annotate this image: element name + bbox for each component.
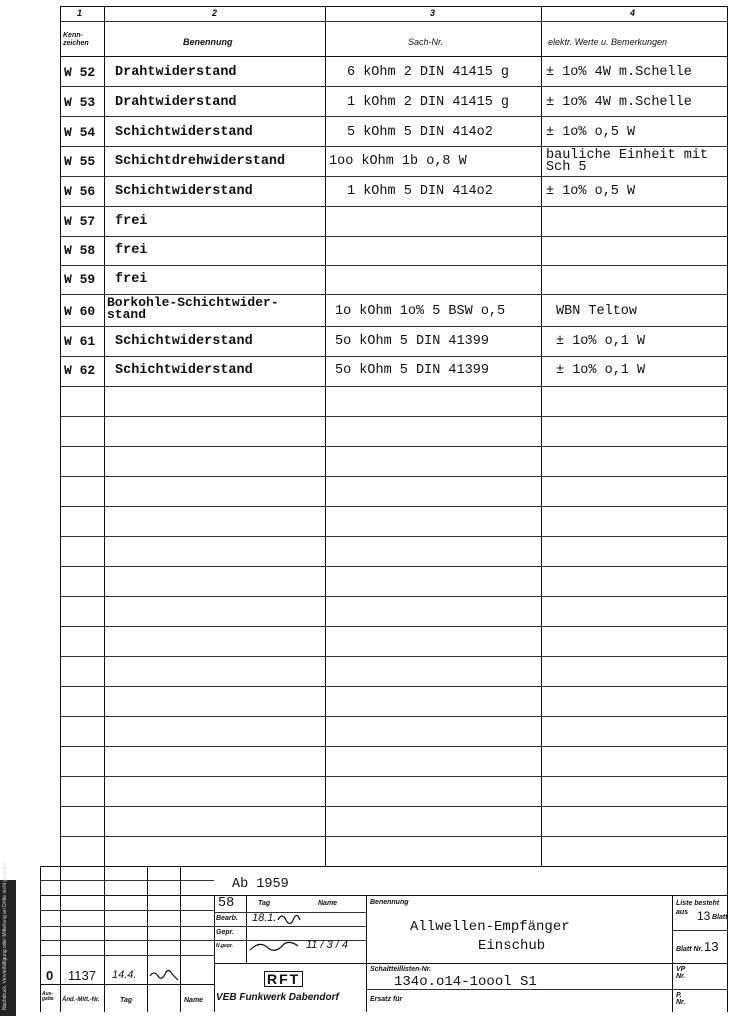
row-code: W 61 xyxy=(64,334,96,349)
row-sach-nr: 1 kOhm 2 DIN 41415 g xyxy=(347,95,510,110)
benennung-label: Benennung xyxy=(370,899,409,906)
row-name: Schichtdrehwiderstand xyxy=(115,154,286,169)
row-sach-nr: 6 kOhm 2 DIN 41415 g xyxy=(347,65,510,80)
row-remark: ± 1o% o,5 W xyxy=(546,184,636,199)
row-code: W 59 xyxy=(64,272,96,287)
change-ausgabe: 0 xyxy=(46,968,54,983)
row-name: frei xyxy=(115,272,148,287)
blatt-nr: 13 xyxy=(704,939,719,954)
row-remark: ± 1o% o,1 W xyxy=(556,334,646,349)
col-number-1: 1 xyxy=(77,8,83,18)
change-tag: 14.4. xyxy=(112,969,137,981)
footer-ausgabe-label: Aus-gabe xyxy=(42,991,54,1002)
row-code: W 53 xyxy=(64,95,96,110)
bearb-label: Bearb. xyxy=(216,915,238,922)
row-name: frei xyxy=(115,243,148,258)
row-remark: bauliche Einheit mit Sch 5 xyxy=(546,148,709,175)
row-name: Schichtwiderstand xyxy=(115,334,253,349)
row-remark: WBN Teltow xyxy=(556,304,638,319)
company-name: VEB Funkwerk Dabendorf xyxy=(216,992,339,1003)
gepr-label: Gepr. xyxy=(216,929,234,936)
row-sach-nr: 1o kOhm 1o% 5 BSW o,5 xyxy=(335,304,506,319)
row-remark: ± 1o% 4W m.Schelle xyxy=(546,95,692,110)
row-remark: ± 1o% o,5 W xyxy=(546,125,636,140)
title-line1: Allwellen-Empfänger xyxy=(410,919,570,935)
side-note: Nachdruck, Vervielfältigung oder Mitteilung an Dritte nicht gestattet xyxy=(2,862,8,1010)
sheet-ref-number: 58 xyxy=(218,896,235,911)
change-aend-nr: 1137 xyxy=(68,968,96,983)
row-name: Drahtwiderstand xyxy=(115,95,237,110)
row-code: W 56 xyxy=(64,184,96,199)
name-label: Name xyxy=(318,900,338,907)
col-number-3: 3 xyxy=(430,8,436,18)
row-remark: ± 1o% o,1 W xyxy=(556,363,646,378)
norm-label: N.gepr. xyxy=(216,943,233,949)
row-sach-nr: 5o kOhm 5 DIN 41399 xyxy=(335,334,489,349)
row-name: Schichtwiderstand xyxy=(115,363,253,378)
schaltteil-label: Schaltteillisten-Nr. xyxy=(370,966,432,973)
header-sach-nr: Sach-Nr. xyxy=(408,37,444,47)
row-code: W 57 xyxy=(64,214,96,229)
row-code: W 62 xyxy=(64,363,96,378)
row-code: W 52 xyxy=(64,65,96,80)
row-code: W 55 xyxy=(64,154,96,169)
row-remark: ± 1o% 4W m.Schelle xyxy=(546,65,692,80)
row-code: W 58 xyxy=(64,243,96,258)
row-sach-nr: 1oo kOhm 1b o,8 W xyxy=(329,154,467,169)
rft-logo: RFT xyxy=(264,971,303,987)
p-label: P. Nr. xyxy=(676,992,686,1006)
ab-year: Ab 1959 xyxy=(232,877,289,892)
header-bemerkungen: elektr. Werte u. Bemerkungen xyxy=(548,37,668,47)
footer-aendnr-label: Änd.-Mitt.-Nr. xyxy=(62,997,100,1003)
row-sach-nr: 5o kOhm 5 DIN 41399 xyxy=(335,363,489,378)
liste-count: 13 xyxy=(697,909,711,923)
liste-label: Liste besteht aus xyxy=(676,900,720,916)
row-name: Schichtwiderstand xyxy=(115,184,253,199)
footer-name-label: Name xyxy=(184,997,204,1004)
footer-tag-label: Tag xyxy=(120,997,133,1004)
header-benennung: Benennung xyxy=(183,37,233,47)
row-code: W 54 xyxy=(64,125,96,140)
row-sach-nr: 5 kOhm 5 DIN 414o2 xyxy=(347,125,493,140)
vp-label: VP Nr. xyxy=(676,966,686,980)
liste-unit: Blatt xyxy=(712,914,728,921)
tag-label: Tag xyxy=(258,900,271,907)
header-kennzeichen: Kenn- zeichen xyxy=(63,32,89,47)
row-name: Schichtwiderstand xyxy=(115,125,253,140)
title-line2: Einschub xyxy=(478,938,546,954)
norm-date: 11 / 3 / 4 xyxy=(306,939,348,951)
row-code: W 60 xyxy=(64,304,96,319)
col-number-4: 4 xyxy=(630,8,636,18)
ersatz-label: Ersatz für xyxy=(370,996,403,1003)
row-sach-nr: 1 kOhm 5 DIN 414o2 xyxy=(347,184,493,199)
schaltteil-nr: 134o.o14-1oool S1 xyxy=(394,974,537,990)
bearb-date: 18.1. xyxy=(252,912,277,924)
blatt-label: Blatt Nr. xyxy=(676,946,703,953)
col-number-2: 2 xyxy=(212,8,218,18)
row-name: frei xyxy=(115,214,148,229)
row-name: Borkohle-Schichtwider-stand xyxy=(107,295,279,322)
row-name: Drahtwiderstand xyxy=(115,65,237,80)
side-note-strip xyxy=(0,862,16,1016)
